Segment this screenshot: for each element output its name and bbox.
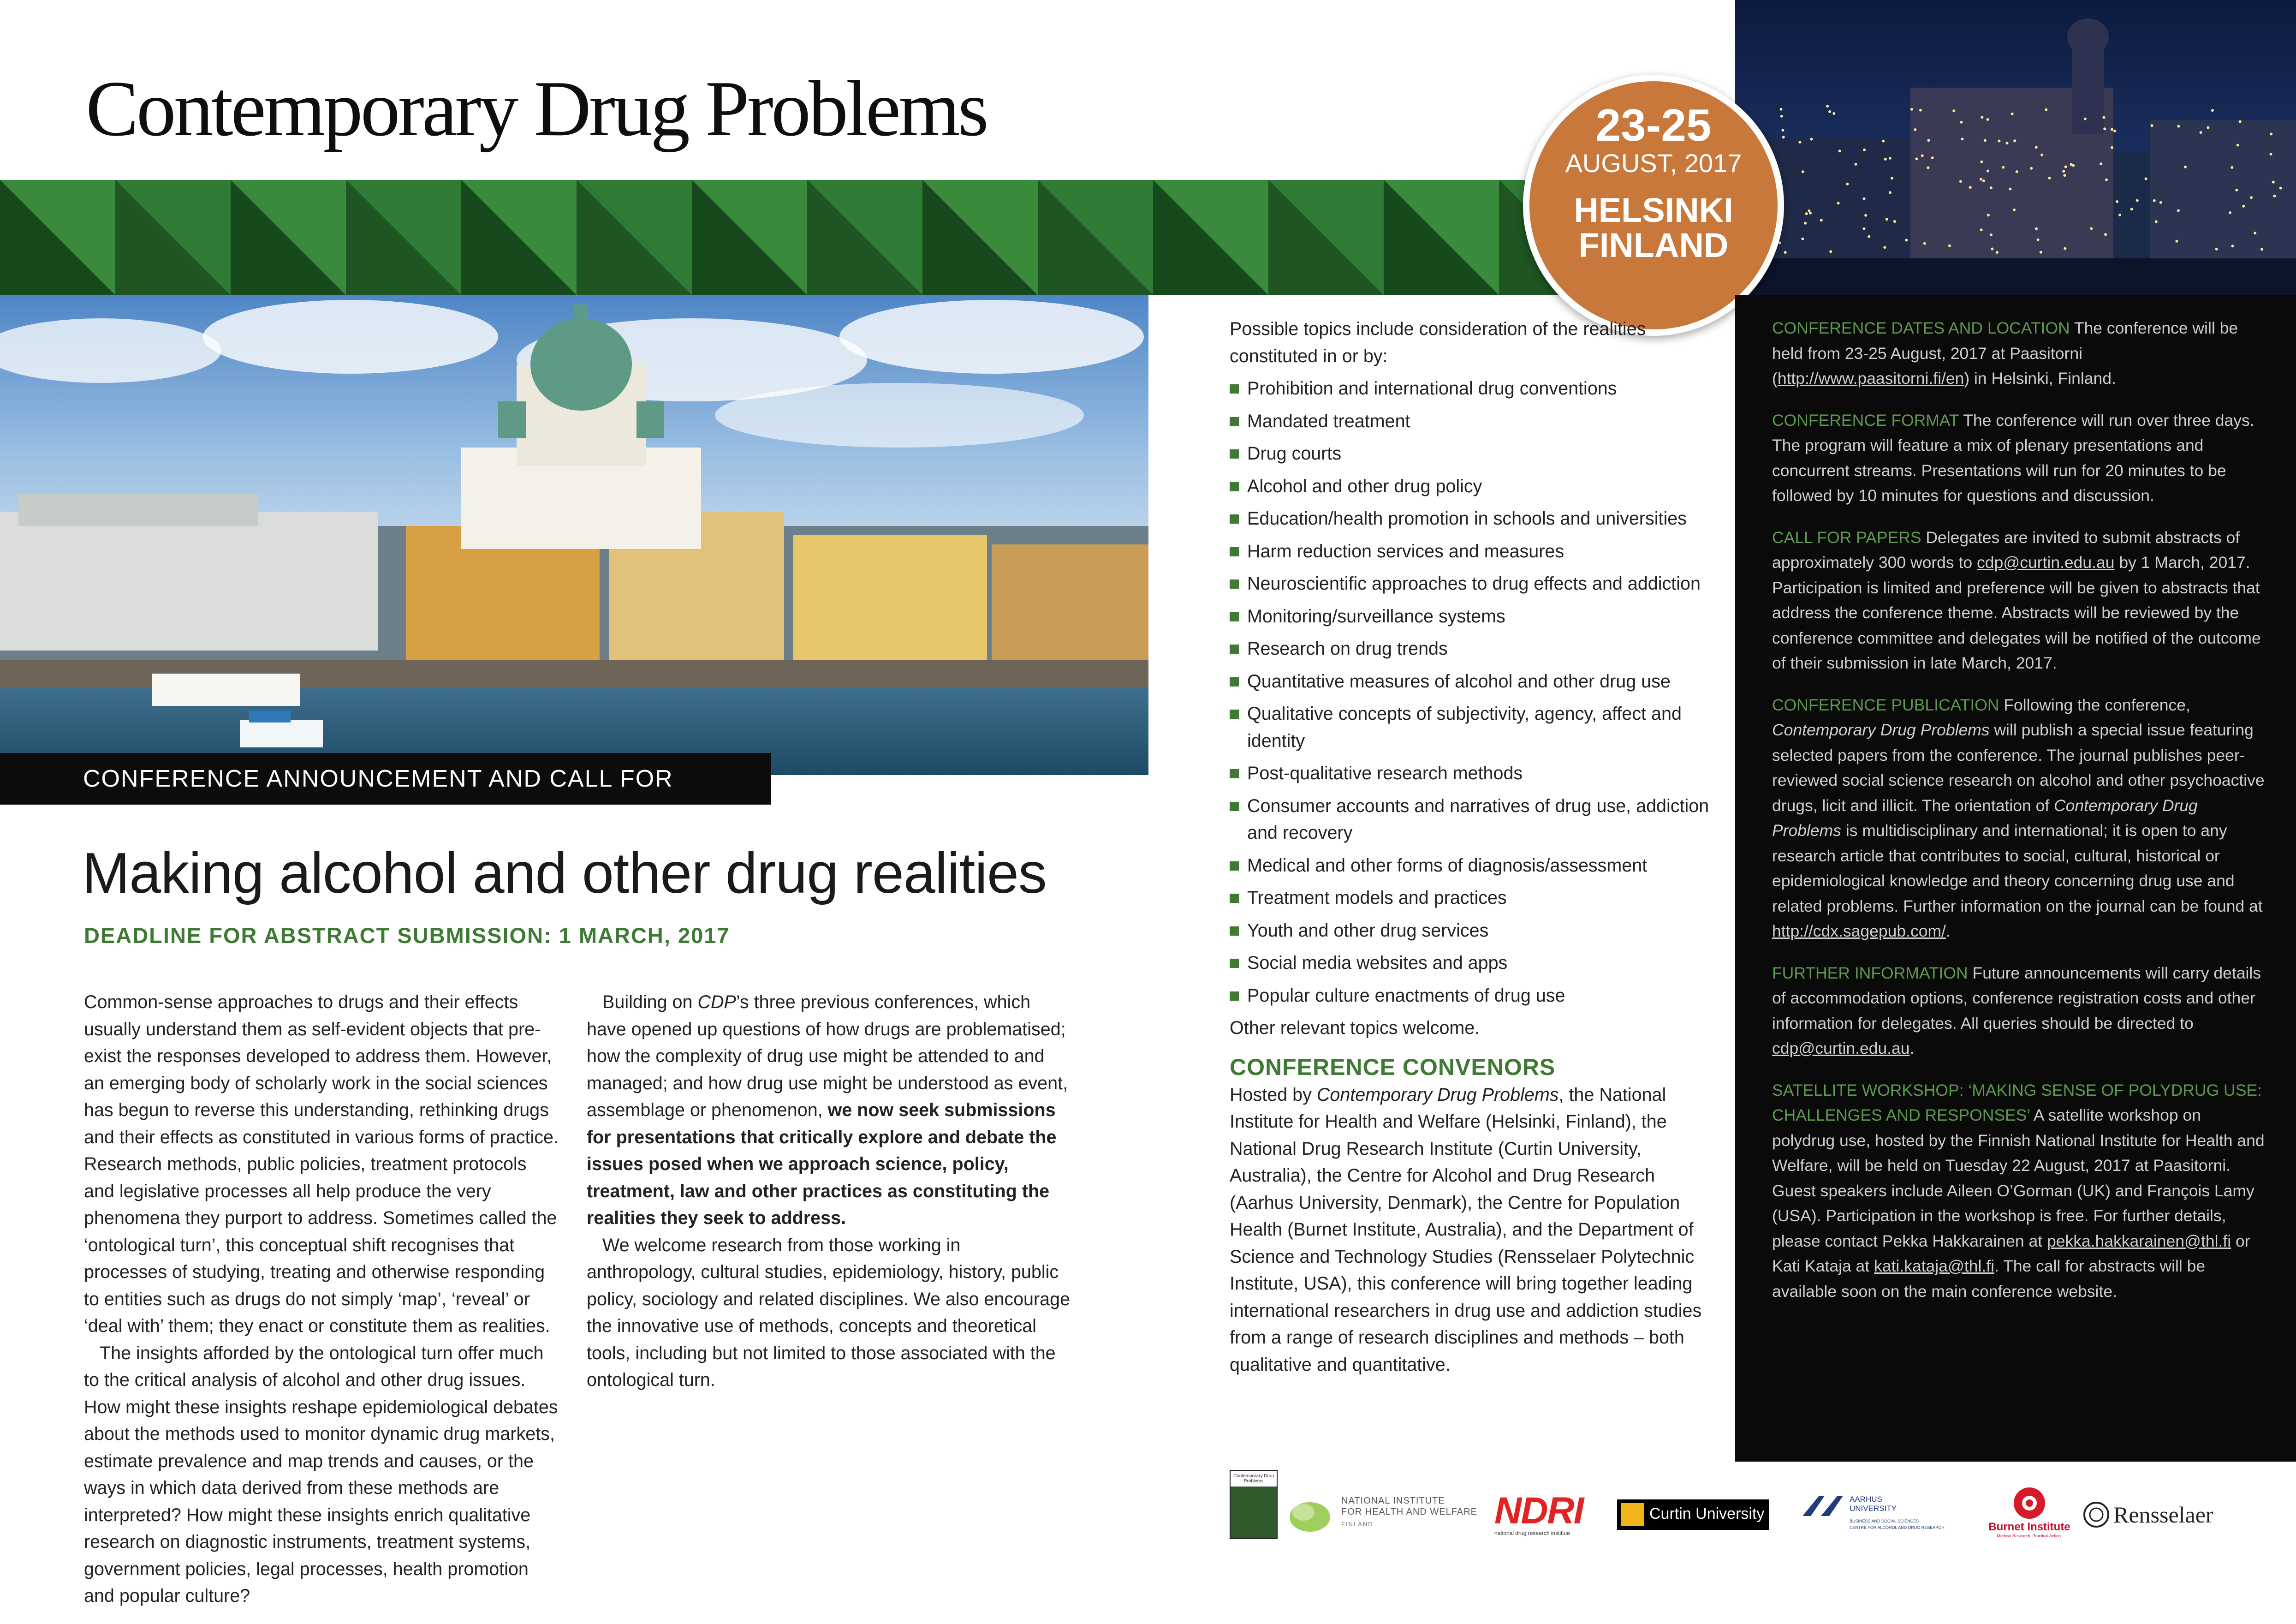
city-light xyxy=(2254,232,2256,234)
city-light xyxy=(2103,127,2106,130)
city-light xyxy=(1864,214,1867,217)
city-light xyxy=(1810,138,1813,141)
call-statement: we now seek submissions for presentations that critically explore and debate the issues posed when we approach science, policy, treatment, law and other practices as constituting the realities they seek to address. xyxy=(587,1100,1057,1228)
ndri-logo: NDRI national drug research institute xyxy=(1494,1490,1583,1536)
city-light xyxy=(2229,211,2231,214)
city-light xyxy=(2037,239,2040,241)
city-light xyxy=(2130,208,2133,210)
city-light xyxy=(2215,248,2218,251)
topic-item: Medical and other forms of diagnosis/assessment xyxy=(1230,852,1709,879)
helsinki-harbour-photo xyxy=(0,295,1148,775)
city-light xyxy=(2235,189,2238,191)
city-light xyxy=(2136,199,2139,202)
bullet-square-icon xyxy=(1230,449,1239,459)
city-light xyxy=(2250,196,2253,199)
city-light xyxy=(2113,130,2116,132)
info-sidebar-text xyxy=(1772,316,2266,1320)
city-light xyxy=(2064,247,2066,250)
city-light xyxy=(2270,153,2272,155)
topic-item: Education/health promotion in schools and universities xyxy=(1230,505,1709,532)
city-light xyxy=(1987,214,1990,216)
body-paragraph-3: Building on CDP’s three previous conferences, which have opened up questions of how drugs are problematised; how the complexity of drug use might be attended to and managed; and how drug use might be understood as event, assemblage or phenomenon, we now seek submissions for presentations that critically explore and debate the issues posed when we approach science, policy, treatment, law and other practices as constituting the realities they seek to address. xyxy=(587,992,1068,1228)
city-light xyxy=(2104,233,2107,236)
city-light xyxy=(1952,109,1955,112)
city-light xyxy=(2118,214,2121,216)
city-light xyxy=(1782,136,1785,138)
city-light xyxy=(2207,126,2209,129)
aarhus-logo: AARHUS UNIVERSITY BUSINESS AND SOCIAL SCIENCES CENTRE FOR ALCOHOL AND DRUG RESEARCH xyxy=(1801,1493,1902,1544)
city-light xyxy=(1802,170,1804,173)
topic-item: Neuroscientific approaches to drug effects and addiction xyxy=(1230,570,1709,597)
pekka-email-link[interactable]: pekka.hakkarainen@thl.fi xyxy=(2046,1231,2231,1250)
city-light xyxy=(1868,235,1870,238)
city-light xyxy=(2116,200,2118,203)
city-light xyxy=(1863,197,1866,200)
bullet-square-icon xyxy=(1230,959,1239,968)
topics-column xyxy=(1230,316,1709,1378)
city-light xyxy=(2084,118,2087,120)
city-light xyxy=(1846,183,1849,185)
city-light xyxy=(1927,139,1930,142)
topic-item: Harm reduction services and measures xyxy=(1230,538,1709,565)
city-light xyxy=(2153,199,2156,202)
topic-item: Popular culture enactments of drug use xyxy=(1230,982,1709,1009)
city-light xyxy=(2105,179,2108,181)
city-light xyxy=(1927,167,1930,169)
city-light xyxy=(2063,174,2066,177)
topic-item: Quantitative measures of alcohol and other drug use xyxy=(1230,668,1709,695)
city-light xyxy=(1829,250,1832,253)
city-light xyxy=(2035,227,2038,230)
bullet-square-icon xyxy=(1230,861,1239,871)
city-light xyxy=(1884,158,1887,161)
body-paragraph-4: We welcome research from those working in anthropology, cultural studies, epidemiology, history, public policy, sociology and related disciplines. We also encourage the innovative use of methods, concepts and theoretical tools, including but not limited to those associated with the ontological turn. xyxy=(587,1235,1071,1390)
cfp-email-link[interactable]: cdp@curtin.edu.au xyxy=(1976,553,2115,572)
city-light xyxy=(1980,178,1982,181)
city-light xyxy=(1780,108,1783,111)
city-light xyxy=(1883,246,1886,249)
topics-outro: Other relevant topics welcome. xyxy=(1230,1018,1480,1038)
city-light xyxy=(2002,166,2005,169)
city-light xyxy=(1855,163,1857,166)
city-light xyxy=(1863,227,1866,230)
bullet-square-icon xyxy=(1230,612,1239,621)
topics-list xyxy=(1230,375,1709,1009)
city-light xyxy=(1801,238,1804,240)
headline: Making alcohol and other drug realities xyxy=(82,842,1047,905)
bullet-square-icon xyxy=(1230,991,1239,1001)
topic-item: Consumer accounts and narratives of drug use, addiction and recovery xyxy=(1230,793,1709,847)
rensselaer-logo: Rensselaer xyxy=(2083,1499,2221,1532)
city-light xyxy=(1969,186,1972,189)
city-light xyxy=(2279,187,2282,190)
city-light xyxy=(2100,162,2102,165)
bullet-square-icon xyxy=(1230,417,1239,426)
badge-city: HELSINKI xyxy=(1574,191,1733,230)
city-light xyxy=(1805,212,1808,215)
decorative-banner xyxy=(0,180,1739,295)
body-paragraph-2: The insights afforded by the ontological turn offer much to the critical analysis of alcohol and other drug issues. How might these insights reshape epidemiological debates about the methods used to monitor dynamic drug markets, estimate prevalence and map trends and causes, or the ways in which data derived from these methods are interpreted? How might these insights enrich qualitative research on diagnostic instruments, treatment systems, government policies, legal processes, health promotion and popular culture? xyxy=(84,1343,558,1606)
curtin-crest-icon xyxy=(1621,1503,1644,1526)
city-light xyxy=(1919,109,1922,112)
thl-logo: NATIONAL INSTITUTE FOR HEALTH AND WELFARE FINLAND xyxy=(1287,1493,1481,1534)
city-light xyxy=(1889,191,1892,194)
city-light xyxy=(2011,113,2014,115)
call-for-papers-section: CALL FOR PAPERS Delegates are invited to submit abstracts of approximately 300 words to cdp@curtin.edu.au by 1 March, 2017. Participation is limited and preference will be given to abstracts that address the conference theme. Abstracts will be reviewed by the conference committee and delegates will be notified of the outcome of their submission in late March, 2017. xyxy=(1772,528,2261,672)
further-info-section: FURTHER INFORMATION Future announcements will carry details of accommodation options, conference registration costs and other information for delegates. All queries should be directed to cdp@curtin.edu.au. xyxy=(1772,963,2261,1057)
city-light xyxy=(2272,181,2275,184)
city-light xyxy=(2048,177,2051,179)
city-light xyxy=(2062,170,2065,173)
topic-item: Mandated treatment xyxy=(1230,408,1709,435)
city-light xyxy=(1910,108,1913,111)
city-light xyxy=(2211,109,2214,112)
bullet-square-icon xyxy=(1230,926,1239,936)
city-light xyxy=(1931,156,1934,159)
city-light xyxy=(1982,179,1985,182)
city-light xyxy=(1837,202,1840,204)
city-light xyxy=(2184,166,2187,168)
bullet-square-icon xyxy=(1230,482,1239,491)
city-light xyxy=(2145,178,2147,180)
city-light xyxy=(2177,209,2180,212)
city-light xyxy=(1828,110,1831,113)
thl-leaf-icon xyxy=(1287,1493,1333,1534)
journal-title: Contemporary Drug Problems xyxy=(86,65,987,153)
city-light xyxy=(2231,245,2234,247)
city-light xyxy=(2159,201,2162,204)
city-light xyxy=(2040,154,2043,156)
city-light xyxy=(1980,228,1983,231)
city-light xyxy=(2030,167,2033,170)
city-light xyxy=(2151,124,2153,127)
burnet-emblem-icon xyxy=(2012,1486,2047,1521)
city-light xyxy=(2070,163,2073,166)
city-light xyxy=(1886,218,1888,221)
city-light xyxy=(1832,112,1835,115)
city-light xyxy=(2090,227,2093,230)
city-light xyxy=(1981,161,1983,163)
city-light xyxy=(2177,125,2180,128)
announcement-bar: CONFERENCE ANNOUNCEMENT AND CALL FOR PAPERS xyxy=(0,753,771,805)
dates-section: CONFERENCE DATES AND LOCATION The conference will be held from 23-25 August, 2017 at Paasitorni (http://www.paasitorni.fi/en) in Helsinki, Finland. xyxy=(1772,319,2238,388)
helsinki-night-photo xyxy=(1735,0,2296,295)
info-email-link[interactable]: cdp@curtin.edu.au xyxy=(1772,1039,1910,1057)
topic-item: Drug courts xyxy=(1230,440,1709,467)
kati-email-link[interactable]: kati.kataja@thl.fi xyxy=(1874,1257,1995,1275)
body-column-2 xyxy=(587,989,1071,1394)
city-light xyxy=(1998,140,2000,143)
body-column-1 xyxy=(84,989,560,1610)
city-light xyxy=(2009,188,2011,191)
badge-month-year: AUGUST, 2017 xyxy=(1565,148,1742,178)
topic-item: Alcohol and other drug policy xyxy=(1230,473,1709,500)
city-light xyxy=(1826,105,1829,107)
satellite-workshop-section: SATELLITE WORKSHOP: ‘MAKING SENSE OF POLYDRUG USE: CHALLENGES AND RESPONSES’ A satellite workshop on polydrug use, hosted by the Finnish National Institute for Health and Welfare, will be held on Tuesday 22 August, 2017 at Paasitorni. Guest speakers include Aileen O’Gorman (UK) and François Lamy (USA). Participation in the workshop is free. For further details, please contact Pekka Hakkarainen at pekka.hakkarainen@thl.fi or Kati Kataja at kati.kataja@thl.fi. The call for abstracts will be available soon on the main conference website. xyxy=(1772,1081,2265,1301)
bullet-square-icon xyxy=(1230,579,1239,589)
city-light xyxy=(2231,166,2233,169)
city-light xyxy=(1990,186,1993,189)
city-light xyxy=(2175,240,2178,243)
city-light xyxy=(1798,141,1801,143)
rensselaer-seal-icon xyxy=(2083,1501,2110,1528)
city-light xyxy=(1923,242,1926,245)
bullet-square-icon xyxy=(1230,769,1239,778)
city-light xyxy=(2102,116,2105,119)
city-light xyxy=(2064,166,2067,168)
city-light xyxy=(2111,146,2113,149)
city-light xyxy=(1961,137,1963,140)
convenors-heading: CONFERENCE CONVENORS xyxy=(1230,1054,1556,1080)
topic-item: Treatment models and practices xyxy=(1230,884,1709,912)
city-light xyxy=(2045,108,2047,111)
city-light xyxy=(1780,115,1783,118)
city-light xyxy=(1984,139,1987,142)
city-light xyxy=(2111,128,2113,131)
city-light xyxy=(1960,121,1963,124)
city-light xyxy=(1905,239,1908,242)
city-light xyxy=(1781,129,1784,131)
city-light xyxy=(1981,116,1983,119)
format-section: CONFERENCE FORMAT The conference will run over three days. The program will feature a mix of plenary presentations and concurrent streams. Presentations will run for 20 minutes to be followed by 10 minutes for questions and discussion. xyxy=(1772,411,2254,505)
city-light xyxy=(2273,195,2276,197)
aarhus-mark-icon xyxy=(1801,1493,1847,1519)
city-light xyxy=(1914,128,1916,131)
bullet-square-icon xyxy=(1230,384,1239,394)
city-light xyxy=(1779,241,1781,244)
city-light xyxy=(2242,205,2245,208)
city-light xyxy=(1987,118,1989,121)
city-light xyxy=(2040,251,2042,254)
city-light xyxy=(2237,144,2239,147)
city-light xyxy=(2006,142,2009,144)
cdp-journal-logo: Contemporary Drug Problems xyxy=(1230,1470,1278,1539)
city-light xyxy=(2013,139,2016,142)
topics-intro: Possible topics include consideration of the realities constituted in or by: xyxy=(1230,319,1646,366)
city-light xyxy=(1891,177,1893,179)
paasitorni-link[interactable]: http://www.paasitorni.fi/en xyxy=(1777,369,1964,388)
bullet-square-icon xyxy=(1230,677,1239,687)
city-light xyxy=(1990,233,1993,236)
topic-item: Monitoring/surveillance systems xyxy=(1230,603,1709,630)
bullet-square-icon xyxy=(1230,547,1239,556)
city-light xyxy=(1808,209,1810,212)
city-light xyxy=(1987,170,1989,173)
city-light xyxy=(2270,133,2272,136)
city-light xyxy=(1838,149,1841,152)
curtin-logo: Curtin University xyxy=(1617,1499,1769,1530)
journal-link[interactable]: http://cdx.sagepub.com/ xyxy=(1772,922,1946,940)
bullet-square-icon xyxy=(1230,514,1239,524)
topic-item: Prohibition and international drug conventions xyxy=(1230,375,1709,402)
city-light xyxy=(1820,219,1823,221)
deadline-text: DEADLINE FOR ABSTRACT SUBMISSION: 1 MARCH, 2017 xyxy=(84,923,730,948)
city-light xyxy=(1991,248,1993,251)
badge-country: FINLAND xyxy=(1578,226,1729,264)
city-light xyxy=(1784,251,1787,254)
city-light xyxy=(2200,131,2202,134)
convenors-text: Hosted by Contemporary Drug Problems, the National Institute for Health and Welfare (Helsinki, Finland), the National Drug Research Institute (Curtin University, Australia), the Centre for Alcohol and Drug Research (Aarhus University, Denmark), the Centre for Population Health (Burnet Institute, Australia), and the Department of Science and Technology Studies (Rensselaer Polytechnic Institute, USA), this conference will bring together leading international researchers in drug use and addiction studies from a range of research disciplines and methods – both qualitative and quantitative. xyxy=(1230,1084,1702,1375)
body-paragraph-1: Common-sense approaches to drugs and their effects usually understand them as self-evident objects that pre-exist the responses developed to address them. However, an emerging body of scholarly work in the social sciences has begun to reverse this understanding, rethinking drugs and their effects as constituted in various forms of practice. Research methods, public policies, treatment protocols and legislative processes all help produce the very phenomena they purport to address. Sometimes called the ‘ontological turn’, this conceptual shift recognises that processes of studying, treating and otherwise responding to entities such as drugs do not simply ‘map’, ‘reveal’ or ‘deal with’ them; they enact or constitute them as realities. xyxy=(84,992,559,1336)
publication-section: CONFERENCE PUBLICATION Following the conference, Contemporary Drug Problems will publish a special issue featuring selected papers from the conference. The journal publishes peer-reviewed social science research on alcohol and other psychoactive drugs, licit and illicit. The orientation of Contemporary Drug Problems is multidisciplinary and international; it is open to any research article that contributes to social, cultural, historical or epidemiological knowledge and theory concerning drug use and related problems. Further information on the journal can be found at http://cdx.sagepub.com/. xyxy=(1772,695,2265,940)
city-light xyxy=(1893,220,1896,223)
bullet-square-icon xyxy=(1230,710,1239,719)
city-light xyxy=(1889,157,1892,160)
topic-item: Post-qualitative research methods xyxy=(1230,760,1709,787)
city-light xyxy=(1996,251,1999,254)
city-light xyxy=(1948,245,1951,247)
bullet-square-icon xyxy=(1230,645,1239,654)
burnet-logo: Burnet Institute Medical Research. Practical Action. xyxy=(1983,1486,2076,1541)
topic-item: Qualitative concepts of subjectivity, agency, affect and identity xyxy=(1230,700,1709,754)
city-light xyxy=(2260,248,2263,251)
city-light xyxy=(1863,149,1866,151)
city-light xyxy=(1804,222,1807,225)
bullet-square-icon xyxy=(1230,802,1239,811)
city-light xyxy=(2016,170,2018,173)
city-light xyxy=(2013,209,2016,211)
city-light xyxy=(1959,180,1962,183)
city-light xyxy=(2155,220,2158,223)
topic-item: Research on drug trends xyxy=(1230,635,1709,663)
city-light xyxy=(1882,140,1885,143)
bullet-square-icon xyxy=(1230,894,1239,903)
topic-item: Youth and other drug services xyxy=(1230,917,1709,944)
city-light xyxy=(2239,120,2242,123)
city-light xyxy=(1921,154,1924,157)
topic-item: Social media websites and apps xyxy=(1230,949,1709,977)
badge-dates: 23-25 xyxy=(1595,100,1712,150)
city-light xyxy=(2035,146,2038,149)
city-light xyxy=(1915,157,1918,160)
